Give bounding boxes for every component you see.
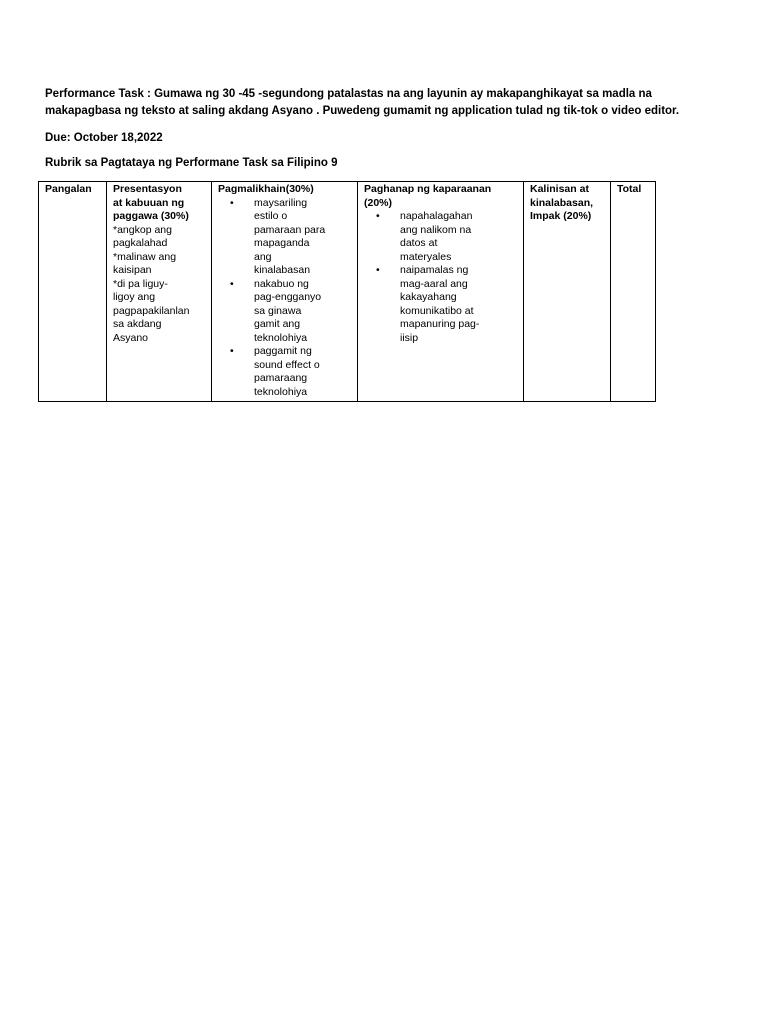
col-kalinisan-title-1: Kalinisan at — [530, 183, 589, 195]
rubric-row — [39, 182, 656, 402]
col-pagmalikhain — [212, 182, 358, 402]
col-kalinisan-subtitle: Impak (20%) — [530, 210, 592, 222]
presentasyon-note: Asyano — [113, 331, 149, 344]
pagmalikhain-bullet-list — [218, 197, 351, 400]
col-pangalan — [39, 182, 107, 402]
presentasyon-note: ligoy ang — [113, 291, 156, 303]
presentasyon-note: *angkop ang — [113, 223, 172, 236]
col-pangalan-title: Pangalan — [45, 183, 92, 195]
presentasyon-note: *di pa liguy- — [113, 277, 168, 290]
presentasyon-note: pagpapakilanlan — [113, 304, 190, 317]
col-presentasyon-title-3: paggawa (30%) — [113, 210, 189, 222]
list-item: • paggamit ng sound effect o pamaraang teknolohiya — [254, 345, 351, 399]
presentasyon-note: *malinaw ang — [113, 250, 177, 263]
paghanap-bullet-list — [364, 210, 517, 345]
col-total — [611, 182, 656, 402]
col-kalinisan-title-2: kinalabasan, — [530, 196, 594, 209]
presentasyon-note: sa akdang — [113, 318, 162, 330]
list-item: • maysariling estilo o pamaraan para mapaganda ang kinalabasan — [254, 197, 351, 278]
task-line-2: makapagbasa ng teksto at saling akdang Asyano . Puwedeng gumamit ng application tulad ng tik-tok o video editor. — [45, 105, 680, 117]
col-presentasyon — [107, 182, 212, 402]
list-item: • naipamalas ng mag-aaral ang kakayahang komunikatibo at mapanuring pag- iisip — [400, 264, 517, 345]
col-pagmalikhain-title: Pagmalikhain(30%) — [218, 183, 314, 195]
col-total-title: Total — [617, 183, 642, 195]
col-paghanap — [358, 182, 524, 402]
presentasyon-note: kaisipan — [113, 264, 152, 276]
rubric-title: Rubrik sa Pagtataya ng Performane Task sa Filipino 9 — [45, 157, 338, 169]
col-presentasyon-title-2: at kabuuan ng — [113, 196, 185, 209]
task-line-1: Performance Task : Gumawa ng 30 -45 -segundong patalastas na ang layunin ay makapanghikayat sa madla na — [45, 88, 652, 100]
list-item: • napahalagahan ang nalikom na datos at materyales — [400, 210, 517, 264]
performance-task-description — [45, 86, 725, 120]
presentasyon-note: pagkalahad — [113, 237, 168, 249]
rubric-table — [38, 181, 656, 402]
document-header — [45, 86, 725, 169]
list-item: • nakabuo ng pag-engganyo sa ginawa gamit ang teknolohiya — [254, 278, 351, 346]
col-paghanap-title-1: Paghanap ng kaparaanan — [364, 183, 492, 195]
col-paghanap-title-2: (20%) — [364, 196, 393, 209]
col-presentasyon-title-1: Presentasyon — [113, 183, 182, 195]
col-kalinisan — [524, 182, 611, 402]
due-date: Due: October 18,2022 — [45, 132, 163, 144]
